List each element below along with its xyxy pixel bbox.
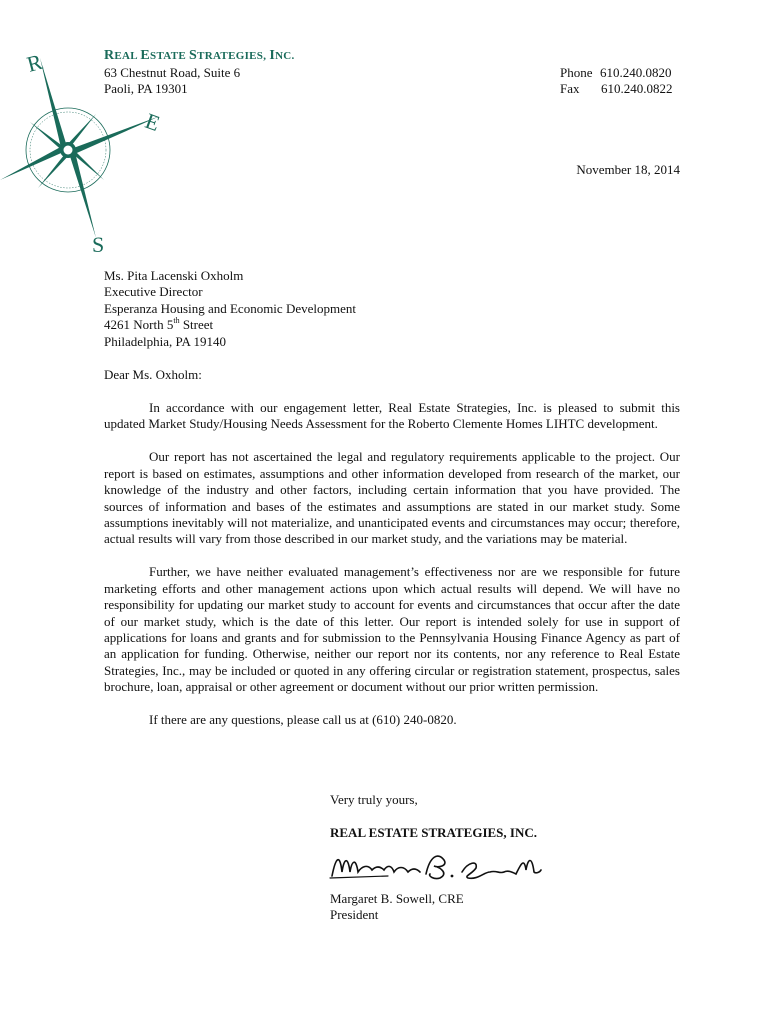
letter-body bbox=[104, 400, 680, 729]
company-name-part: EAL bbox=[114, 50, 141, 62]
company-name-part: TRATEGIES, bbox=[197, 50, 270, 62]
salutation: Dear Ms. Oxholm: bbox=[104, 367, 202, 382]
fax-value: 610.240.0822 bbox=[601, 81, 673, 97]
handwritten-signature bbox=[328, 846, 543, 888]
logo-letter-e: E bbox=[142, 107, 164, 137]
phone-label: Phone bbox=[560, 65, 593, 80]
recipient-street bbox=[104, 317, 356, 333]
body-paragraph: In accordance with our engagement letter, Real Estate Strategies, Inc. is pleased to submit this updated Market Study/Housing Needs Assessment for the Roberto Clemente Homes LIHTC development. bbox=[104, 400, 680, 432]
letterhead-address bbox=[104, 65, 240, 98]
recipient-title: Executive Director bbox=[104, 284, 203, 300]
street-suffix: Street bbox=[179, 317, 214, 333]
recipient-name: Ms. Pita Lacenski Oxholm bbox=[104, 268, 244, 283]
recipient-organization: Esperanza Housing and Economic Development bbox=[104, 300, 356, 316]
company-name-initial: S bbox=[189, 48, 198, 63]
recipient-address bbox=[104, 268, 356, 350]
body-paragraph: Our report has not ascertained the legal and regulatory requirements applicable to the project. Our report is based on estimates, assumptions and other information developed from research of the market, our knowledge of the industry and other factors, including certain information that you have provided. The sources of information and bases of the estimates and assumptions are stated in our market study. Some assumptions inevitably will not materialize, and unanticipated events and circumstances may occur; therefore, actual results will vary from those described in our market study, and the variations may be material. bbox=[104, 449, 680, 547]
company-name-initial: E bbox=[140, 48, 151, 63]
street-prefix: 4261 North 5 bbox=[104, 317, 174, 333]
phone-value: 610.240.0820 bbox=[600, 65, 672, 80]
phone-row bbox=[560, 65, 673, 81]
letter-date: November 18, 2014 bbox=[576, 162, 680, 177]
logo-letter-s: S bbox=[92, 232, 105, 257]
company-name-initial: R bbox=[104, 48, 115, 63]
address-line-2: Paoli, PA 19301 bbox=[104, 81, 188, 97]
company-name-initial: I bbox=[269, 48, 276, 63]
company-name-part: STATE bbox=[150, 50, 190, 62]
street-ordinal-suffix: th bbox=[173, 315, 180, 325]
body-paragraph: Further, we have neither evaluated management’s effectiveness nor are we responsible for future marketing efforts and other management actions upon which actual results will depend. We will have no responsibility for updating our market study to account for events and circumstances that occur after the date of our market study, which is the date of this letter. Our report is intended solely for use in support of applications for loans and grants and for submission to the Pennsylvania Housing Finance Agency as part of an application for funding. Otherwise, neither our report nor its contents, nor any reference to Real Estate Strategies, Inc., may be included or quoted in any offering circular or registration statement, prospectus, sales brochure, loan, appraisal or other agreement or document without our prior written permission. bbox=[104, 564, 680, 695]
valediction: Very truly yours, bbox=[330, 792, 418, 807]
letterhead-contact bbox=[560, 65, 673, 98]
fax-row bbox=[560, 81, 673, 97]
recipient-city: Philadelphia, PA 19140 bbox=[104, 333, 226, 349]
company-name-part: NC. bbox=[275, 50, 295, 62]
body-paragraph: If there are any questions, please call us at (610) 240-0820. bbox=[149, 712, 457, 728]
letterhead-company-name bbox=[104, 48, 295, 64]
signer-name: Margaret B. Sowell, CRE bbox=[330, 891, 464, 906]
fax-label: Fax bbox=[560, 81, 580, 97]
signer-block bbox=[330, 891, 464, 924]
logo-letter-r: R bbox=[24, 48, 45, 77]
closing-company: REAL ESTATE STRATEGIES, INC. bbox=[330, 825, 537, 840]
address-line-1: 63 Chestnut Road, Suite 6 bbox=[104, 65, 241, 80]
signer-title: President bbox=[330, 907, 379, 923]
